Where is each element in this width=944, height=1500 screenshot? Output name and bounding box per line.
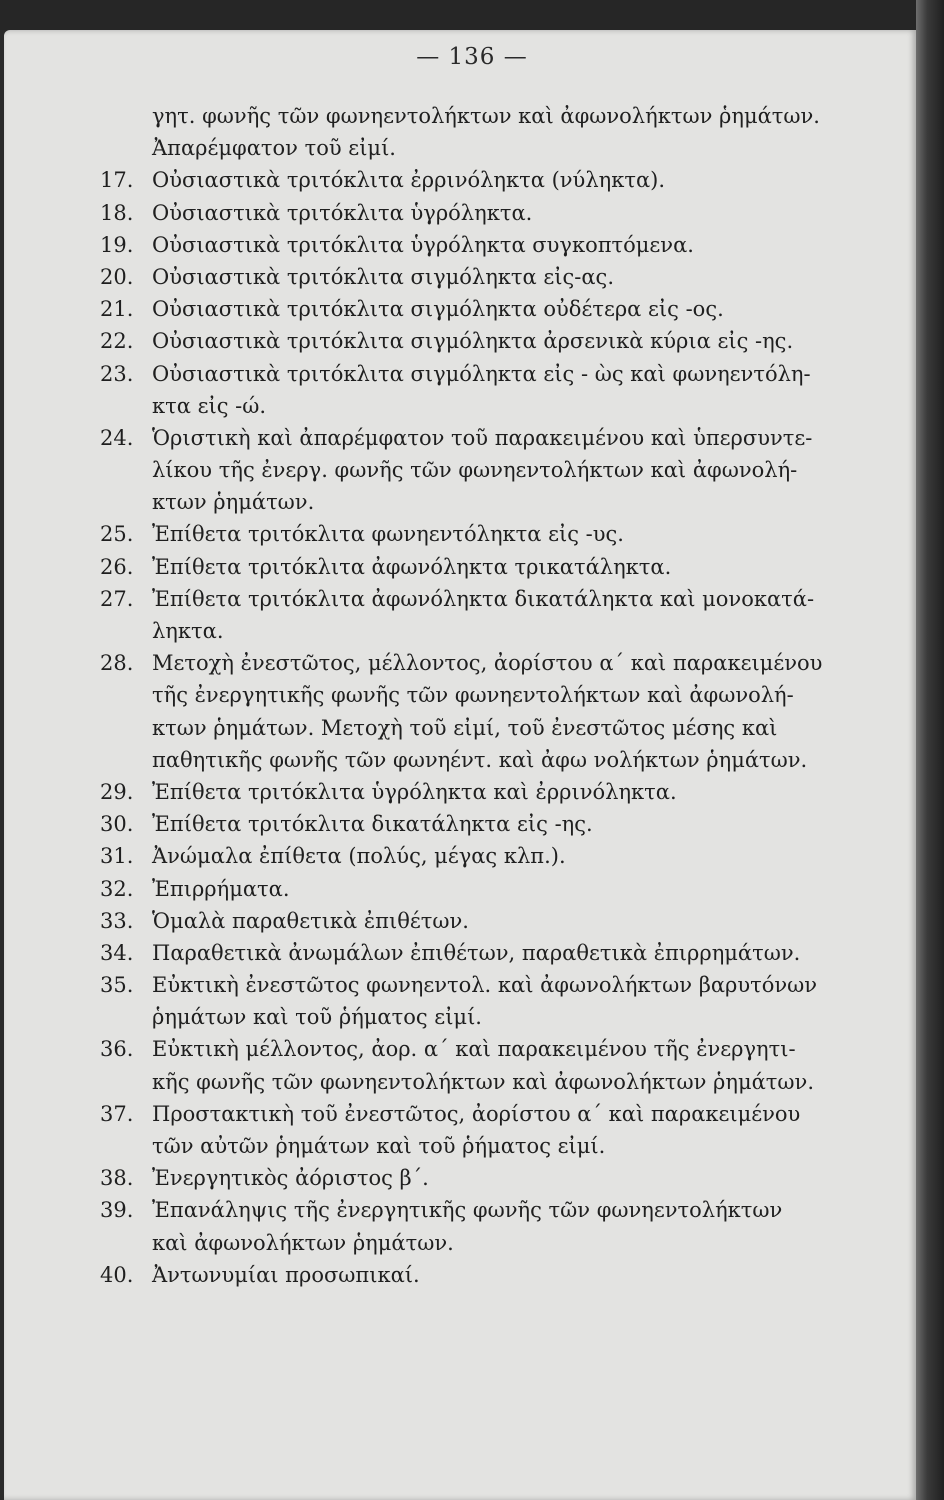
item-text: Οὐσιαστικὰ τριτόκλιτα ὑγρόληκτα συγκοπτόμενα.: [152, 232, 694, 257]
item-text: Ἐπανάληψις τῆς ἐνεργητικῆς φωνῆς τῶν φωνηεντολήκτων: [152, 1198, 783, 1223]
scan-right-edge: [916, 0, 944, 1500]
list-item-continuation: [100, 615, 880, 647]
list-item: [100, 358, 880, 390]
item-number: 36.: [100, 1037, 134, 1062]
item-text: Εὐκτικὴ μέλλοντος, ἀορ. α´ καὶ παρακειμένου τῆς ἐνεργητι-: [152, 1037, 796, 1062]
list-item-continuation: [100, 1066, 880, 1098]
item-number: 38.: [100, 1166, 134, 1191]
item-text: Ἀντωνυμίαι προσωπικαί.: [152, 1262, 420, 1287]
item-text: τῶν αὐτῶν ῥημάτων καὶ τοῦ ῥήματος εἰμί.: [152, 1134, 606, 1158]
item-text: Οὐσιαστικὰ τριτόκλιτα ἐρρινόληκτα (νύληκτα).: [152, 168, 666, 193]
item-number: 30.: [100, 812, 134, 837]
scan-top-border: [0, 0, 944, 30]
item-text: Εὐκτικὴ ἐνεστῶτος φωνηεντολ. καὶ ἀφωνολήκτων βαρυτόνων: [152, 973, 818, 998]
list-item-continuation: [100, 100, 880, 132]
list-item: [100, 808, 880, 840]
item-number: 22.: [100, 329, 134, 354]
list-item-continuation: [100, 486, 880, 518]
list-item-continuation: [100, 712, 880, 744]
item-number: 23.: [100, 361, 134, 386]
list-item-continuation: [100, 679, 880, 711]
item-number: 37.: [100, 1101, 134, 1126]
list-item: [100, 840, 880, 872]
list-item: [100, 1162, 880, 1194]
item-text: λίκου τῆς ἐνεργ. φωνῆς τῶν φωνηεντολήκτων καὶ ἀφωνολή-: [152, 458, 798, 483]
item-number: 19.: [100, 232, 134, 257]
list-item: [100, 325, 880, 357]
item-number: 29.: [100, 779, 134, 804]
list-item: [100, 873, 880, 905]
item-text: Ἐπίθετα τριτόκλιτα ἀφωνόληκτα τρικατάληκτα.: [152, 554, 672, 579]
index-list: [100, 100, 880, 1291]
item-text: Ἐπίθετα τριτόκλιτα ὑγρόληκτα καὶ ἐρρινόληκτα.: [152, 779, 677, 804]
list-item: [100, 261, 880, 293]
list-item: [100, 583, 880, 615]
list-item-continuation: [100, 454, 880, 486]
list-item: [100, 905, 880, 937]
item-number: 26.: [100, 554, 134, 579]
item-text: κτων ῥημάτων. Μετοχὴ τοῦ εἰμί, τοῦ ἐνεστῶτος μέσης καὶ: [152, 715, 778, 740]
list-item-continuation: [100, 1130, 880, 1162]
item-text: Οὐσιαστικὰ τριτόκλιτα σιγμόληκτα εἰς-ας.: [152, 264, 614, 289]
item-text: κῆς φωνῆς τῶν φωνηεντολήκτων καὶ ἀφωνολήκτων ῥημάτων.: [152, 1069, 814, 1094]
item-text: Ἐπιρρήματα.: [152, 876, 290, 901]
item-text: Ἐνεργητικὸς ἀόριστος β´.: [152, 1166, 429, 1191]
list-item-continuation: [100, 1001, 880, 1033]
list-item: [100, 647, 880, 679]
item-number: 33.: [100, 908, 134, 933]
item-text: ληκτα.: [152, 619, 224, 643]
item-number: 32.: [100, 876, 134, 901]
list-item: [100, 1098, 880, 1130]
item-number: 39.: [100, 1198, 134, 1223]
item-number: 28.: [100, 651, 134, 676]
list-item: [100, 776, 880, 808]
list-item: [100, 1033, 880, 1065]
page-number: — 136 —: [416, 44, 528, 70]
item-number: 25.: [100, 522, 134, 547]
list-item: [100, 518, 880, 550]
item-text: γητ. φωνῆς τῶν φωνηεντολήκτων καὶ ἀφωνολήκτων ῥημάτων.: [152, 104, 820, 128]
item-number: 35.: [100, 973, 134, 998]
item-number: 27.: [100, 586, 134, 611]
list-item-continuation: [100, 1227, 880, 1259]
item-number: 21.: [100, 297, 134, 322]
item-number: 20.: [100, 264, 134, 289]
item-number: 24.: [100, 425, 134, 450]
item-text: Ἐπίθετα τριτόκλιτα ἀφωνόληκτα δικατάληκτα καὶ μονοκατά-: [152, 586, 815, 611]
item-number: 18.: [100, 200, 134, 225]
item-text: κτα εἰς -ώ.: [152, 393, 267, 418]
item-text: Ἐπίθετα τριτόκλιτα δικατάληκτα εἰς -ης.: [152, 812, 593, 837]
item-number: 31.: [100, 844, 134, 869]
item-text: καὶ ἀφωνολήκτων ῥημάτων.: [152, 1230, 454, 1255]
list-item: [100, 937, 880, 969]
item-text: Ἐπίθετα τριτόκλιτα φωνηεντόληκτα εἰς -υς.: [152, 522, 624, 547]
list-item: [100, 164, 880, 196]
item-text: τῆς ἐνεργητικῆς φωνῆς τῶν φωνηεντολήκτων καὶ ἀφωνολή-: [152, 683, 794, 708]
item-text: Μετοχὴ ἐνεστῶτος, μέλλοντος, ἀορίστου α´ καὶ παρακειμένου: [152, 651, 823, 676]
item-number: 34.: [100, 940, 134, 965]
item-text: κτων ῥημάτων.: [152, 490, 315, 515]
item-text: Ἀνώμαλα ἐπίθετα (πολύς, μέγας κλπ.).: [152, 844, 566, 869]
list-item-continuation: [100, 744, 880, 776]
item-text: Ἀπαρέμφατον τοῦ εἰμί.: [152, 136, 396, 161]
item-text: ῥημάτων καὶ τοῦ ῥήματος εἰμί.: [152, 1005, 482, 1030]
list-item: [100, 422, 880, 454]
item-number: 17.: [100, 168, 134, 193]
list-item: [100, 293, 880, 325]
item-text: παθητικῆς φωνῆς τῶν φωνηέντ. καὶ ἀφω νολήκτων ῥημάτων.: [152, 747, 808, 772]
list-item-continuation: [100, 132, 880, 164]
item-text: Οὐσιαστικὰ τριτόκλιτα σιγμόληκτα εἰς - ὼς καὶ φωνηεντόλη-: [152, 361, 811, 386]
item-text: Οὐσιαστικὰ τριτόκλιτα ὑγρόληκτα.: [152, 200, 533, 225]
list-item: [100, 1259, 880, 1291]
list-item: [100, 969, 880, 1001]
list-item: [100, 1194, 880, 1226]
list-item: [100, 551, 880, 583]
list-item: [100, 197, 880, 229]
item-text: Οὐσιαστικὰ τριτόκλιτα σιγμόληκτα ἀρσενικὰ κύρια εἰς -ης.: [152, 329, 794, 354]
item-text: Ὁμαλὰ παραθετικὰ ἐπιθέτων.: [152, 908, 469, 933]
item-text: Προστακτικὴ τοῦ ἐνεστῶτος, ἀορίστου α´ καὶ παρακειμένου: [152, 1101, 801, 1126]
list-item: [100, 229, 880, 261]
item-number: 40.: [100, 1262, 134, 1287]
item-text: Οὐσιαστικὰ τριτόκλιτα σιγμόληκτα οὐδέτερα εἰς -ος.: [152, 297, 724, 322]
list-item-continuation: [100, 390, 880, 422]
item-text: Ὁριστικὴ καὶ ἀπαρέμφατον τοῦ παρακειμένου καὶ ὑπερσυντε-: [152, 425, 813, 450]
item-text: Παραθετικὰ ἀνωμάλων ἐπιθέτων, παραθετικὰ ἐπιρρημάτων.: [152, 940, 801, 965]
